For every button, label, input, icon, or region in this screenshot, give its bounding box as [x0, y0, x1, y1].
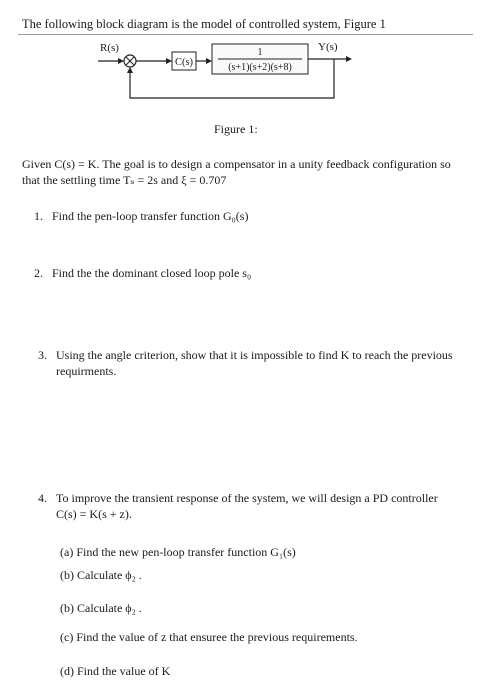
subquestion-text: Find the new pen-loop transfer function G₁(s)	[76, 545, 296, 559]
subquestion-label: (a)	[60, 545, 74, 559]
question-2	[34, 265, 464, 281]
question-text: Find the pen-loop transfer function G₀(s)	[52, 209, 249, 223]
question-number: 3.	[38, 348, 47, 362]
output-label: Y(s)	[318, 41, 338, 53]
subquestion-text: Find the value of z that ensuree the previous requirements.	[76, 630, 358, 644]
controller-label: C(s)	[174, 57, 194, 68]
page-title: The following block diagram is the model of controlled system, Figure 1	[22, 17, 386, 31]
question-3	[38, 347, 468, 379]
subquestion-label: (b)	[60, 601, 74, 615]
figure-caption: Figure 1:	[214, 122, 258, 136]
subquestion-label: (c)	[60, 630, 74, 644]
intro-paragraph: Given C(s) = K. The goal is to design a compensator in a unity feedback configuration so that the settling time Tₛ = 2s and ξ = 0.707	[22, 157, 451, 187]
feedback-arrowhead	[127, 67, 133, 73]
question-1	[34, 208, 464, 224]
question-number: 4.	[38, 491, 47, 505]
subquestion-b	[60, 568, 142, 583]
subquestion-b-repeat	[60, 601, 142, 616]
question-4	[38, 490, 468, 522]
control-arrowhead	[206, 58, 212, 64]
question-number: 2.	[34, 266, 43, 280]
question-text: Find the the dominant closed loop pole s₀	[52, 266, 252, 280]
subquestion-text: Find the value of K	[77, 664, 171, 678]
question-text: Using the angle criterion, show that it is impossible to find K to reach the previous requirments.	[56, 348, 453, 378]
question-number: 1.	[34, 209, 43, 223]
plant-numerator: 1	[257, 47, 263, 58]
output-arrowhead	[346, 56, 352, 62]
error-arrowhead	[166, 58, 172, 64]
input-arrowhead	[118, 58, 124, 64]
subquestion-label: (d)	[60, 664, 74, 678]
subquestion-text: Calculate ϕ₂ .	[77, 568, 142, 582]
subquestion-a	[60, 545, 296, 560]
subquestion-c	[60, 630, 358, 645]
input-label: R(s)	[100, 42, 119, 54]
question-text: To improve the transient response of the system, we will design a PD controller C(s) = K(s + z).	[56, 491, 438, 521]
subquestion-label: (b)	[60, 568, 74, 582]
block-diagram	[0, 30, 482, 110]
summing-junction	[124, 55, 136, 67]
subquestion-text: Calculate ϕ₂ .	[77, 601, 142, 615]
plant-denominator: (s+1)(s+2)(s+8)	[228, 62, 292, 73]
subquestion-d	[60, 664, 170, 679]
